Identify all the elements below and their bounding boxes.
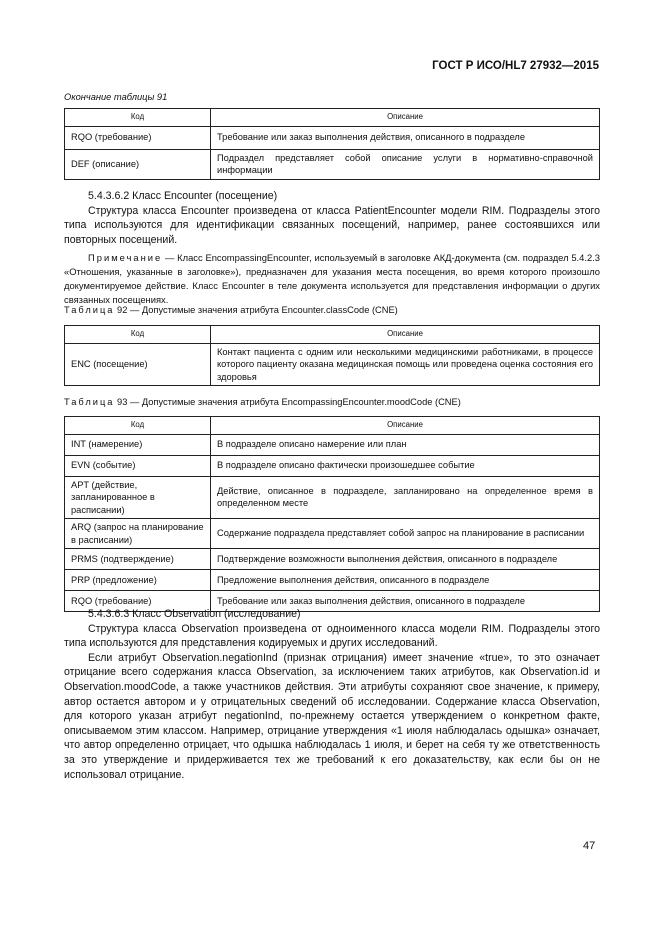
code-cell: PRP (предложение) [65,570,211,591]
section-encounter [64,189,600,247]
table-row [65,476,600,519]
table-row [65,455,600,476]
description-cell: Требование или заказ выполнения действия, описанного в подразделе [211,126,600,149]
description-cell: В подразделе описано фактически произошедшее событие [211,455,600,476]
column-header-description: Описание [211,326,600,344]
description-cell: Контакт пациента с одним или несколькими медицинскими работниками, в процессе которого пациенту оказана медицинская помощь или проведена оценка состояния его здоровья [211,343,600,386]
code-cell: PRMS (подтверждение) [65,549,211,570]
code-cell: APT (действие, запланированное в расписании) [65,476,211,519]
description-cell: Подраздел представляет собой описание услуги в нормативно-справочной информации [211,149,600,179]
code-cell: INT (намерение) [65,434,211,455]
note-label: Примечание [88,252,163,263]
table-91 [64,108,600,180]
table-row [65,434,600,455]
description-cell: Содержание подраздела представляет собой запрос на планирование в расписании [211,519,600,549]
table-row [65,519,600,549]
description-cell: В подразделе описано намерение или план [211,434,600,455]
section-heading: 5.4.3.6.3 Класс Observation (исследование) [88,608,301,620]
paragraph: Структура класса Encounter произведена от класса PatientEncounter модели RIM. Подразделы этого типа используются для идентификации связанных посещений, например, ранее состоявшихся или повторных посещений. [64,204,600,246]
code-cell: DEF (описание) [65,149,211,179]
description-cell: Требование или заказ выполнения действия, описанного в подразделе [211,591,600,612]
column-header-code: Код [65,109,211,127]
document-header: ГОСТ Р ИСО/HL7 27932—2015 [432,60,599,72]
code-cell: RQO (требование) [65,126,211,149]
code-cell: RQO (требование) [65,591,211,612]
column-header-code: Код [65,417,211,435]
code-cell: EVN (событие) [65,455,211,476]
code-cell: ENC (посещение) [65,343,211,386]
note [64,251,600,307]
table92-caption [64,305,398,315]
table-92 [64,325,600,386]
code-cell: ARQ (запрос на планирование в расписании) [65,519,211,549]
caption-text: 93 — Допустимые значения атрибута EncompassingEncounter.moodCode (CNE) [114,397,461,407]
column-header-description: Описание [211,109,600,127]
section-observation [64,607,600,782]
table-row [65,343,600,386]
paragraph: Структура класса Observation произведена от одноименного класса модели RIM. Подразделы этого типа используются для представления кодируемых и других исследований. [64,622,600,650]
caption-label: Таблица [64,305,115,315]
description-cell: Действие, описанное в подразделе, запланировано на определенное время в определенном месте [211,476,600,519]
table91-caption: Окончание таблицы 91 [64,92,168,102]
caption-text: 92 — Допустимые значения атрибута Encounter.classCode (CNE) [114,305,398,315]
table-row [65,126,600,149]
section-heading: 5.4.3.6.2 Класс Encounter (посещение) [88,190,278,202]
table-row [65,149,600,179]
column-header-code: Код [65,326,211,344]
table93-caption [64,397,461,407]
table-row [65,549,600,570]
column-header-description: Описание [211,417,600,435]
note-text: — Класс EncompassingEncounter, используемый в заголовке АКД-документа (см. подраздел 5.4.2.3 «Отношения, указанные в заголовке»), предназначен для указания места посещения, во время которого произошло документируемое действие. Класс Encounter в теле документа используется для представления информации о других связанных посещениях. [64,252,600,305]
caption-label: Таблица [64,397,115,407]
table-93 [64,416,600,612]
paragraph: Если атрибут Observation.negationInd (признак отрицания) имеет значение «true», то это означает отрицание всего содержания класса Observation, за исключением таких атрибутов, как Observation.id и Observation.moodCode, а также участников действия. Эти атрибуты сохраняют свое значение, к примеру, автор остается автором и у отрицательных сведений об исследовании. Содержание класса Observation, для которого указан атрибут negationInd, по-прежнему остается утверждением о конкретном факте, описываемом этим классом. Например, отрицание утверждения «1 июля наблюдалась одышка» означает, что автор определенно отрицает, что одышка наблюдалась 1 июля, и берет на себя ту же ответственность за это утверждение и придерживается тех же требований к его доказательству, как если бы он не использовал отрицание. [64,651,600,781]
page-number: 47 [583,840,596,852]
description-cell: Подтверждение возможности выполнения действия, описанного в подразделе [211,549,600,570]
description-cell: Предложение выполнения действия, описанного в подразделе [211,570,600,591]
table-row [65,570,600,591]
